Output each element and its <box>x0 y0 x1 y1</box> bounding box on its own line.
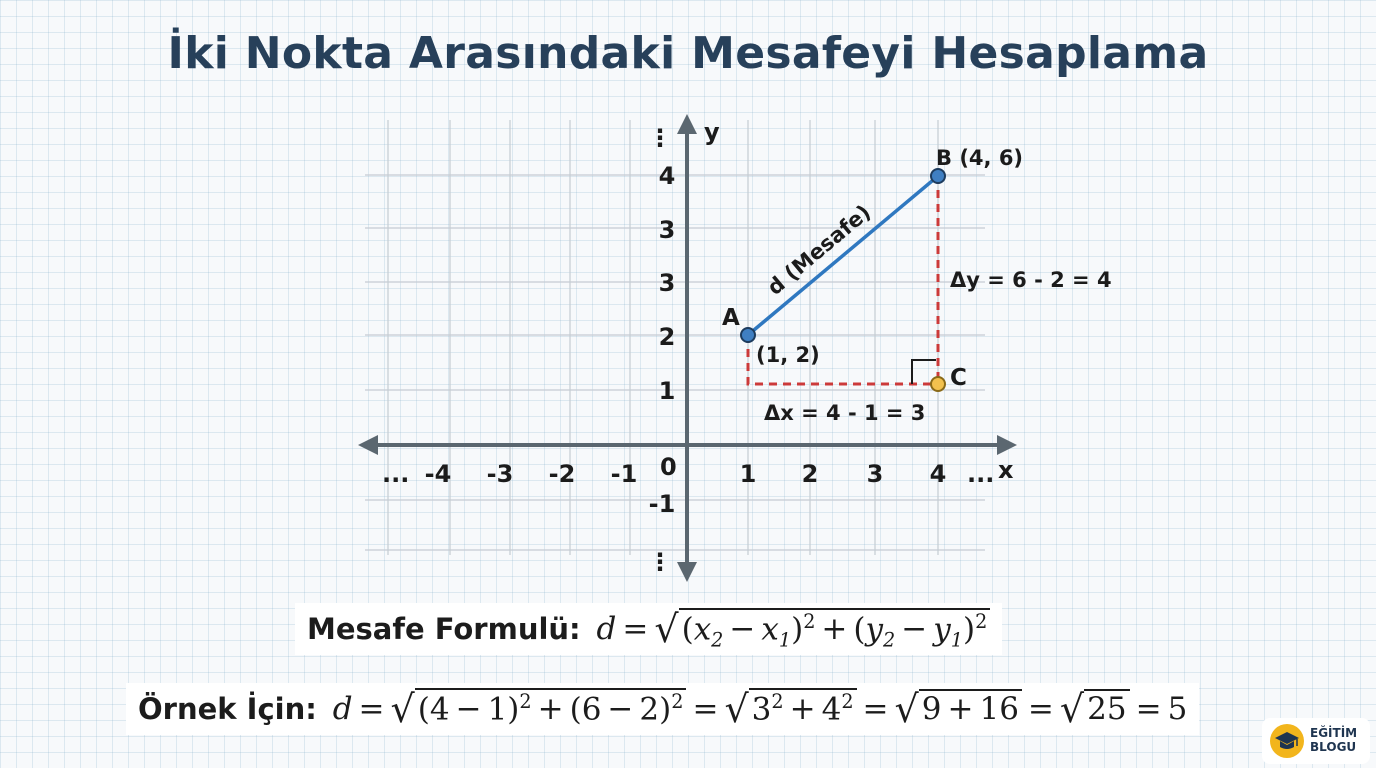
y-ellipsis-bottom: ⋮ <box>648 548 672 576</box>
point-b-label: B (4, 6) <box>936 146 1024 170</box>
brand-text <box>1310 726 1357 754</box>
origin-label: 0 <box>660 453 677 481</box>
x-axis-label: x <box>998 456 1014 484</box>
x-tick-label: -2 <box>548 460 576 488</box>
x-ellipsis-left: ... <box>382 460 410 488</box>
point-c-label: C <box>950 365 967 391</box>
brand-line-1: EĞİTİM <box>1310 726 1358 740</box>
x-tick-label: 2 <box>801 460 819 488</box>
radical: $√(x_2 - x_1)^2 + (y_2 - y_1)^2$ <box>654 607 990 651</box>
delta-y-label: Δy = 6 - 2 = 4 <box>950 268 1112 292</box>
y-tick-label: 2 <box>658 323 676 351</box>
point-b <box>931 169 945 183</box>
example-lead: Örnek İçin: <box>138 692 317 726</box>
point-a-coord: (1, 2) <box>756 343 820 367</box>
radical: $√3^2 + 4^2$ <box>724 687 856 731</box>
distance-label: d (Mesafe) <box>762 199 876 300</box>
delta-x-label: Δx = 4 - 1 = 3 <box>764 401 926 425</box>
y-axis-label: y <box>704 118 720 146</box>
distance-formula: Mesafe Formulü: $d = √(x_2 - x_1)^2 + (y_2 - y_1)^2$ <box>295 603 1002 655</box>
y-tick-label: 3 <box>658 216 676 244</box>
radical: √25 <box>1060 687 1130 731</box>
x-tick-label: -3 <box>486 460 514 488</box>
point-c <box>931 377 945 391</box>
x-tick-label: 3 <box>866 460 884 488</box>
x-tick-label: 4 <box>929 460 947 488</box>
point-a <box>741 328 755 342</box>
y-tick-label: 4 <box>658 162 676 190</box>
radical: √9 + 16 <box>895 687 1022 731</box>
y-tick-label: 3 <box>658 269 676 297</box>
x-ellipsis-right: ... <box>967 460 995 488</box>
distance-segment <box>748 176 938 335</box>
point-a-label: A <box>722 305 740 331</box>
brand-logo <box>1262 718 1370 764</box>
x-tick-label: 1 <box>739 460 757 488</box>
radical: $√(4 - 1)^2 + (6 - 2)^2$ <box>391 687 687 731</box>
page-title: İki Nokta Arasındaki Mesafeyi Hesaplama <box>167 28 1209 79</box>
x-tick-label: -4 <box>424 460 452 488</box>
x-tick-label: -1 <box>610 460 638 488</box>
graduation-cap-icon <box>1270 724 1304 758</box>
y-ellipsis-top: ⋮ <box>648 124 672 152</box>
formula-lead: Mesafe Formulü: <box>307 612 581 646</box>
brand-line-2: BLOGU <box>1310 740 1357 754</box>
example-formula: Örnek İçin: $d = √(4 - 1)^2 + (6 - 2)^2 = √3^2 + 4^2 = √9 + 16 = √25 = 5$ <box>126 683 1199 735</box>
y-tick-label: 1 <box>658 377 676 405</box>
y-neg-tick-label: -1 <box>648 490 676 518</box>
